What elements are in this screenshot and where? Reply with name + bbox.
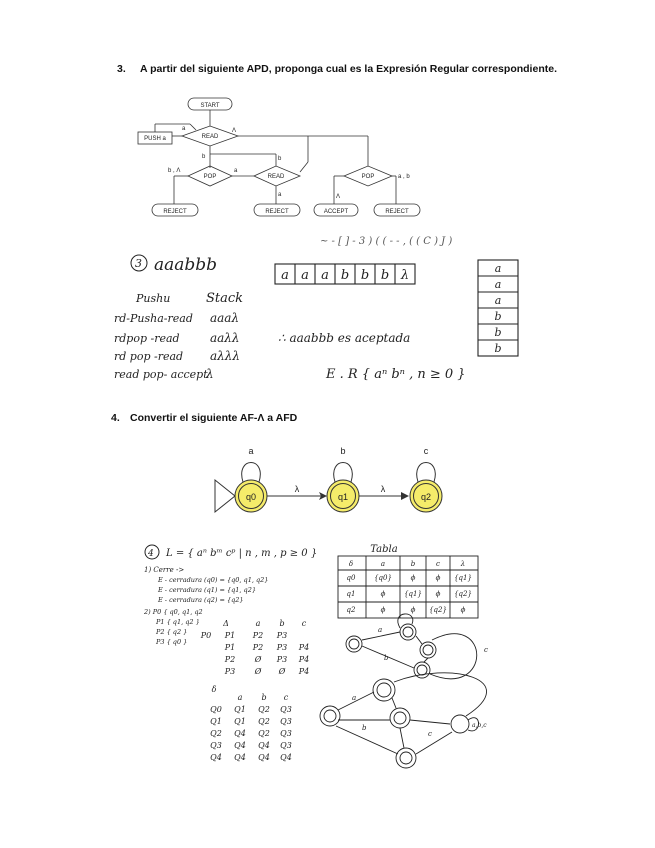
- svg-text:PUSH a: PUSH a: [144, 136, 166, 142]
- svg-text:E - cerradura (q1) = {q1, q2}: E - cerradura (q1) = {q1, q2}: [158, 586, 256, 594]
- svg-text:rd-Pusha-read: rd-Pusha-read: [114, 312, 193, 325]
- svg-text:b: b: [340, 268, 350, 283]
- svg-text:a,b,c: a,b,c: [472, 722, 487, 729]
- svg-text:P3: P3: [276, 631, 288, 640]
- svg-text:a: a: [494, 294, 502, 307]
- svg-text:READ: READ: [267, 174, 285, 180]
- svg-text:δ: δ: [211, 685, 217, 694]
- svg-text:∴ aaabbb es aceptada: ∴ aaabbb es aceptada: [278, 331, 411, 345]
- svg-text:ϕ: ϕ: [435, 574, 441, 582]
- svg-text:P0: P0: [200, 631, 212, 640]
- svg-text:Δ: Δ: [223, 619, 229, 628]
- svg-text:ACCEPT: ACCEPT: [323, 209, 349, 215]
- svg-text:P1: P1: [224, 631, 236, 640]
- svg-text:b: b: [494, 342, 502, 355]
- svg-text:Stack: Stack: [206, 291, 244, 306]
- svg-text:c: c: [436, 560, 440, 568]
- svg-text:P2: P2: [224, 655, 236, 664]
- svg-text:b: b: [202, 154, 206, 160]
- svg-text:{q1}: {q1}: [404, 590, 422, 598]
- svg-text:REJECT: REJECT: [265, 209, 289, 215]
- svg-text:read pop- accept: read pop- accept: [114, 368, 208, 381]
- svg-text:a: a: [378, 626, 383, 634]
- q3-statement: A partir del siguiente APD, proponga cual es la Expresión Regular correspondiente.: [140, 63, 557, 75]
- svg-text:P4: P4: [298, 643, 310, 652]
- svg-text:ϕ: ϕ: [380, 606, 386, 614]
- svg-text:b: b: [340, 446, 346, 456]
- svg-text:Q4: Q4: [258, 753, 270, 762]
- svg-text:ϕ: ϕ: [435, 590, 441, 598]
- svg-text:Q1: Q1: [234, 717, 246, 726]
- svg-text:Ø: Ø: [278, 667, 286, 676]
- svg-text:a: a: [255, 619, 261, 628]
- svg-text:b: b: [410, 560, 416, 568]
- svg-text:P1: P1: [224, 643, 236, 652]
- svg-text:P3: P3: [276, 655, 288, 664]
- svg-text:Ø: Ø: [254, 655, 262, 664]
- svg-text:P4: P4: [298, 667, 310, 676]
- svg-text:ϕ: ϕ: [380, 590, 386, 598]
- q4-handwritten-solution: [132, 540, 532, 772]
- svg-text:Q3: Q3: [280, 705, 292, 714]
- svg-text:q1: q1: [346, 590, 356, 598]
- svg-text:q0: q0: [245, 492, 257, 502]
- svg-text:a: a: [301, 268, 309, 283]
- apd-diagram: [130, 92, 430, 224]
- svg-text:3: 3: [135, 257, 142, 270]
- svg-text:Q4: Q4: [234, 729, 246, 738]
- svg-text:λ: λ: [294, 484, 300, 494]
- svg-text:READ: READ: [201, 134, 219, 140]
- svg-text:a: a: [380, 560, 386, 568]
- svg-text:P3 { q0 }: P3 { q0 }: [156, 638, 188, 646]
- q3-handwritten-solution: [110, 232, 550, 402]
- svg-text:Q3: Q3: [210, 741, 222, 750]
- svg-text:λ: λ: [400, 268, 410, 283]
- svg-text:Q2: Q2: [258, 705, 270, 714]
- svg-text:c: c: [484, 646, 488, 654]
- svg-text:Q3: Q3: [280, 717, 292, 726]
- svg-text:c: c: [283, 693, 289, 702]
- svg-text:POP: POP: [203, 174, 217, 180]
- svg-text:c: c: [423, 446, 429, 456]
- svg-text:START: START: [200, 103, 220, 109]
- svg-text:aaabbb: aaabbb: [154, 255, 218, 275]
- svg-text:Q4: Q4: [234, 753, 246, 762]
- svg-text:Q4: Q4: [234, 741, 246, 750]
- svg-text:b: b: [261, 693, 267, 702]
- svg-text:Q4: Q4: [210, 753, 222, 762]
- svg-text:a: a: [237, 693, 243, 702]
- svg-text:POP: POP: [361, 174, 375, 180]
- svg-text:aaλλ: aaλλ: [210, 331, 240, 345]
- svg-text:b: b: [494, 326, 502, 339]
- svg-text:aaaλ: aaaλ: [210, 311, 240, 325]
- svg-text:b , Λ: b , Λ: [168, 168, 181, 174]
- svg-text:P2 { q2 }: P2 { q2 }: [156, 628, 188, 636]
- svg-text:P3: P3: [276, 643, 288, 652]
- svg-text:c: c: [428, 730, 432, 738]
- svg-text:P2: P2: [252, 643, 264, 652]
- svg-text:a: a: [278, 192, 282, 198]
- svg-text:Q0: Q0: [210, 705, 222, 714]
- svg-text:Q2: Q2: [258, 717, 270, 726]
- svg-text:a: a: [182, 126, 186, 132]
- svg-text:ϕ: ϕ: [460, 606, 466, 614]
- svg-text:P3: P3: [224, 667, 236, 676]
- svg-text:Pushu: Pushu: [136, 292, 171, 305]
- svg-text:b: b: [494, 310, 502, 323]
- svg-text:λ: λ: [380, 484, 386, 494]
- svg-text:a: a: [234, 168, 238, 174]
- svg-text:{q0}: {q0}: [374, 574, 392, 582]
- svg-text:q2: q2: [346, 606, 356, 614]
- svg-text:1) Cerre ->: 1) Cerre ->: [144, 566, 185, 574]
- svg-text:Tabla: Tabla: [370, 544, 398, 555]
- svg-text:Q1: Q1: [234, 705, 246, 714]
- svg-text:b: b: [384, 654, 389, 662]
- svg-text:Q3: Q3: [280, 741, 292, 750]
- svg-text:q2: q2: [420, 492, 432, 502]
- svg-text:b: b: [360, 268, 370, 283]
- svg-text:aλλλ: aλλλ: [210, 349, 240, 363]
- svg-text:a: a: [352, 694, 357, 702]
- svg-text:b: b: [279, 619, 285, 628]
- svg-text:Q2: Q2: [210, 729, 222, 738]
- q3-number: 3.: [117, 63, 126, 75]
- svg-text:L = { aⁿ bᵐ cᵖ | n , m , p ≥ 0: L = { aⁿ bᵐ cᵖ | n , m , p ≥ 0 }: [166, 548, 318, 559]
- svg-text:ϕ: ϕ: [410, 574, 416, 582]
- svg-text:{q2}: {q2}: [454, 590, 472, 598]
- svg-text:δ: δ: [348, 560, 354, 568]
- svg-text:λ: λ: [206, 367, 214, 381]
- svg-text:a: a: [248, 446, 254, 456]
- svg-text:rdpop -read: rdpop -read: [114, 332, 180, 345]
- svg-text:b: b: [362, 724, 367, 732]
- svg-text:b: b: [278, 156, 282, 162]
- svg-text:{q2}: {q2}: [429, 606, 447, 614]
- svg-text:E . R { aⁿ bⁿ , n ≥ 0 }: E . R { aⁿ bⁿ , n ≥ 0 }: [326, 367, 466, 382]
- svg-text:~ - [ ] - 3 ) ( ( - - , ( (: ~ - [ ] - 3 ) ( ( - - , ( ( C ) J ): [320, 236, 453, 247]
- svg-text:Ø: Ø: [254, 667, 262, 676]
- svg-text:rd pop -read: rd pop -read: [114, 350, 184, 363]
- q4-statement: Convertir el siguiente AF-Λ a AFD: [130, 412, 298, 424]
- svg-text:2) P0 { q0, q1, q2: 2) P0 { q0, q1, q2: [144, 608, 203, 616]
- svg-text:Q1: Q1: [210, 717, 222, 726]
- svg-text:a: a: [281, 268, 289, 283]
- svg-text:Q4: Q4: [258, 741, 270, 750]
- svg-text:P4: P4: [298, 655, 310, 664]
- svg-text:REJECT: REJECT: [163, 209, 187, 215]
- svg-text:4: 4: [148, 549, 154, 559]
- svg-text:λ: λ: [460, 560, 466, 568]
- svg-text:E - cerradura (q0) = {q0, q1,: E - cerradura (q0) = {q0, q1, q2}: [158, 576, 269, 584]
- svg-text:a , b: a , b: [398, 174, 410, 180]
- svg-text:Q3: Q3: [280, 729, 292, 738]
- svg-text:ϕ: ϕ: [410, 606, 416, 614]
- svg-text:Q4: Q4: [280, 753, 292, 762]
- svg-text:q1: q1: [337, 492, 349, 502]
- svg-text:P1 { q1, q2 }: P1 { q1, q2 }: [156, 618, 200, 626]
- svg-text:Λ: Λ: [232, 128, 237, 134]
- q4-number: 4.: [111, 412, 120, 424]
- svg-text:b: b: [380, 268, 390, 283]
- svg-text:E - cerradura (q2) = {q2}: E - cerradura (q2) = {q2}: [158, 596, 244, 604]
- start-arrow-icon: [215, 480, 235, 512]
- svg-text:REJECT: REJECT: [385, 209, 409, 215]
- svg-text:a: a: [494, 262, 502, 275]
- svg-text:c: c: [301, 619, 307, 628]
- svg-text:q0: q0: [346, 574, 356, 582]
- af-lambda-diagram: [205, 440, 450, 520]
- svg-text:Q2: Q2: [258, 729, 270, 738]
- svg-text:{q1}: {q1}: [454, 574, 472, 582]
- svg-text:P2: P2: [252, 631, 264, 640]
- svg-text:a: a: [321, 268, 329, 283]
- svg-text:Λ: Λ: [336, 194, 341, 200]
- svg-text:a: a: [494, 278, 502, 291]
